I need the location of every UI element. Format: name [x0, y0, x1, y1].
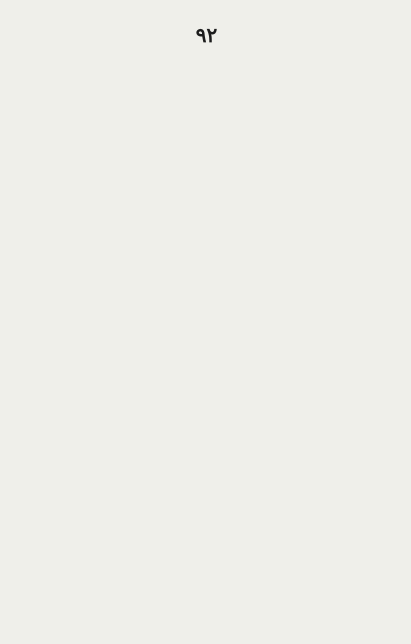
page-number: ۹۲	[195, 23, 218, 47]
